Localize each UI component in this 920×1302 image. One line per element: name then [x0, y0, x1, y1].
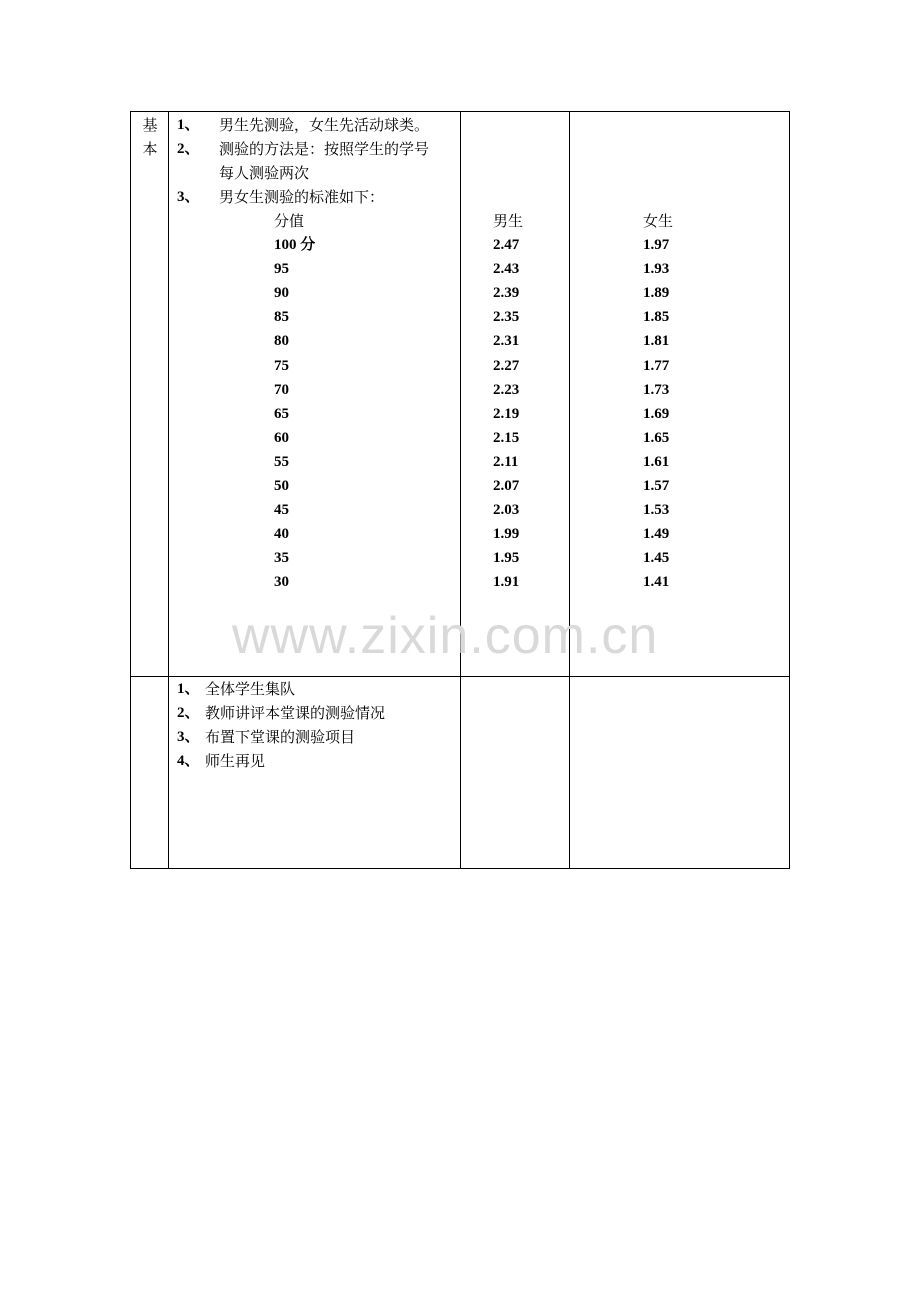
item-number: 2、	[177, 705, 200, 721]
female-standard-cell: 1.65	[643, 429, 670, 446]
male-standard-cell: 2.11	[493, 453, 519, 470]
item-text: 布置下堂课的测验项目	[205, 728, 356, 746]
table-left-border	[130, 111, 131, 869]
male-standard-cell: 2.19	[493, 405, 520, 422]
item-text: 测验的方法是：按照学生的学号	[219, 140, 430, 158]
score-cell: 40	[274, 526, 289, 543]
item-text: 全体学生集队	[205, 680, 296, 698]
male-standard-cell: 2.35	[493, 309, 520, 326]
female-standard-cell: 1.61	[643, 453, 670, 470]
score-cell: 100 分	[274, 237, 316, 253]
male-standard-cell: 2.47	[493, 237, 520, 253]
male-standard-cell: 2.15	[493, 429, 520, 446]
score-cell: 55	[274, 453, 289, 470]
table-column-divider	[460, 111, 461, 869]
male-standard-cell: 2.31	[493, 333, 520, 350]
item-text: 男生先测验，女生先活动球类。	[219, 116, 430, 134]
watermark: www.zixin.com.cn	[232, 607, 659, 665]
score-cell: 85	[274, 309, 289, 326]
item-number: 4、	[177, 753, 200, 769]
female-standard-cell: 1.57	[643, 478, 670, 494]
female-standard-cell: 1.77	[643, 357, 670, 374]
table-column-divider	[569, 111, 570, 869]
female-standard-cell: 1.49	[643, 526, 670, 543]
female-standard-cell: 1.69	[643, 405, 670, 422]
female-standard-cell: 1.81	[643, 333, 670, 350]
score-cell: 95	[274, 261, 289, 278]
section-label-char: 本	[142, 140, 158, 158]
score-cell: 90	[274, 285, 289, 302]
score-cell: 50	[274, 478, 289, 494]
male-standard-cell: 2.39	[493, 285, 520, 302]
male-standard-cell: 2.43	[493, 261, 520, 278]
table-column-divider	[168, 111, 169, 869]
item-number: 1、	[177, 117, 200, 133]
male-standard-cell: 1.95	[493, 550, 520, 567]
male-standard-cell: 2.07	[493, 478, 520, 494]
item-number: 1、	[177, 681, 200, 697]
item-number: 2、	[177, 141, 200, 157]
score-cell: 35	[274, 550, 289, 567]
male-standard-cell: 1.91	[493, 574, 520, 591]
female-standard-cell: 1.89	[643, 285, 670, 302]
male-standard-cell: 2.27	[493, 357, 520, 374]
female-standard-cell: 1.73	[643, 381, 670, 398]
female-standard-cell: 1.45	[643, 550, 670, 567]
standards-header-score: 分值	[274, 212, 305, 230]
score-cell: 70	[274, 381, 289, 398]
female-standard-cell: 1.93	[643, 261, 670, 278]
section-label-char: 基	[142, 116, 158, 134]
score-cell: 30	[274, 574, 289, 591]
score-cell: 65	[274, 405, 289, 422]
item-text: 教师讲评本堂课的测验情况	[205, 704, 386, 722]
item-text: 师生再见	[205, 752, 266, 770]
female-standard-cell: 1.85	[643, 309, 670, 326]
score-cell: 60	[274, 429, 289, 446]
standards-header-female: 女生	[643, 212, 674, 230]
table-right-border	[789, 111, 790, 869]
male-standard-cell: 2.03	[493, 502, 520, 519]
female-standard-cell: 1.97	[643, 237, 670, 253]
male-standard-cell: 2.23	[493, 381, 520, 398]
item-text: 每人测验两次	[219, 164, 310, 182]
item-number: 3、	[177, 729, 200, 745]
female-standard-cell: 1.41	[643, 574, 670, 591]
item-number: 3、	[177, 189, 200, 205]
item-text: 男女生测验的标准如下：	[219, 188, 385, 206]
male-standard-cell: 1.99	[493, 526, 520, 543]
score-cell: 75	[274, 357, 289, 374]
standards-header-male: 男生	[493, 212, 524, 230]
score-cell: 45	[274, 502, 289, 519]
female-standard-cell: 1.53	[643, 502, 670, 519]
score-cell: 80	[274, 333, 289, 350]
